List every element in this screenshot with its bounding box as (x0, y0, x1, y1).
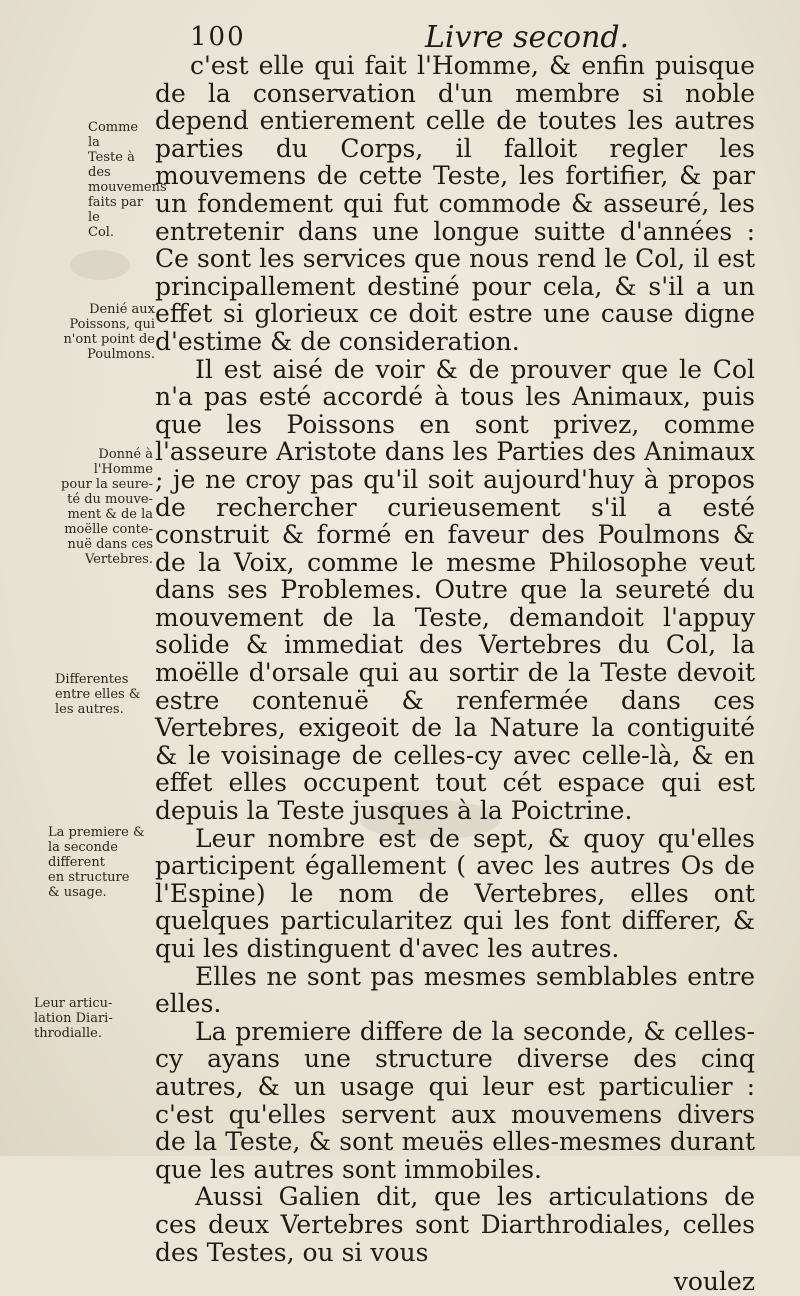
margin-note: Comme la Teste à des mouvemens faits par le Col. (88, 120, 167, 240)
margin-note: La premiere & la seconde different en structure & usage. (48, 825, 145, 900)
paragraph: Aussi Galien dit, que les articulations de ces deux Vertebres sont Diarthrodiales, celles des Testes, ou si vous (155, 1182, 755, 1267)
margin-note: Denié aux Poissons, qui n'ont point de Poulmons. (63, 302, 155, 362)
catchword: voulez (673, 1267, 755, 1296)
margin-notes (0, 0, 167, 1156)
page-number: 100 (190, 22, 246, 52)
paragraph: Leur nombre est de sept, & quoy qu'elles participent égallement ( avec les autres Os de l'Espine) le nom de Vertebres, elles ont quelques particularitez qui les font differer, & qui les distinguent d'avec les autres. (155, 823, 755, 963)
paragraph: c'est elle qui fait l'Homme, & enfin puisque de la conservation d'un membre si noble depend entierement celle de toutes les autres parties du Corps, il falloit regler les mouvemens de cette Teste, les fortifier, & par un fondement qui fut commode & asseuré, les entretenir dans une longue suitte d'années : Ce sont les services que nous rend le Col, il est principallement destiné pour cela, & s'il a un effet si glorieux ce doit estre une cause digne d'estime & de consideration. (155, 51, 755, 356)
paragraph: La premiere differe de la seconde, & celles-cy ayans une structure diverse des cinq autres, & un usage qui leur est particulier : c'est qu'elles servent aux mouvemens divers de la Teste, & sont meuës elles-mesmes durant que les autres sont immobiles. (155, 1016, 755, 1184)
margin-note: Donné à l'Homme pour la seure- té du mouve- ment & de la moëlle conte- nuë dans ces Vertebres. (61, 447, 153, 567)
margin-note: Leur articu- lation Diari- throdialle. (34, 996, 113, 1041)
main-text (155, 52, 755, 1296)
paragraph: Elles ne sont pas mesmes semblables entre elles. (155, 961, 755, 1019)
margin-note: Differentes entre elles & les autres. (55, 672, 141, 717)
running-head: Livre second. (425, 20, 630, 55)
paragraph: Il est aisé de voir & de prouver que le Col n'a pas esté accordé à tous les Animaux, puis que les Poissons en sont privez, comme l'asseure Aristote dans les Parties des Animaux ; je ne croy pas qu'il soit aujourd'huy à propos de rechercher curieusement s'il a esté construit & formé en faveur des Poulmons & de la Voix, comme le mesme Philosophe veut dans ses Problemes. Outre que la seureté du mouvement de la Teste, demandoit l'appuy solide & immediat des Vertebres du Col, la moëlle d'orsale qui au sortir de la Teste devoit estre contenuë & renfermée dans ces Vertebres, exigeoit de la Nature la contiguité & le voisinage de celles-cy avec celle-là, & en effet elles occupent tout cét espace qui est depuis la Teste jusques à la Poictrine. (155, 354, 755, 826)
